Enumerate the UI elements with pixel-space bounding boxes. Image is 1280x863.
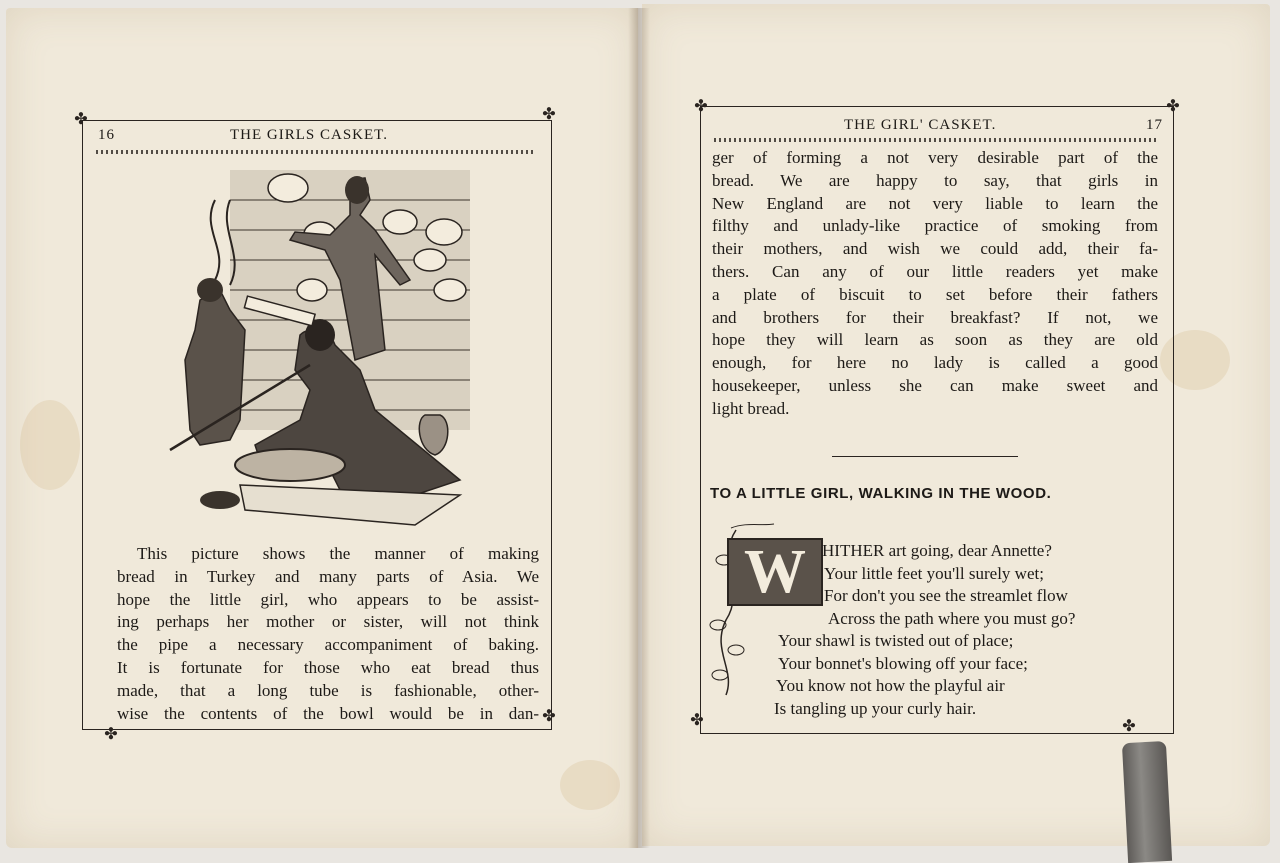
text-line: New England are not very liable to learn the	[712, 193, 1158, 213]
page-number: 17	[1146, 117, 1163, 133]
text-line: ger of forming a not very desirable part of the	[712, 148, 1158, 167]
running-head: THE GIRLS CASKET.	[230, 127, 388, 143]
text-line: filthy and unlady-like practice of smoking from	[712, 216, 1158, 236]
text-line: bread in Turkey and many parts of Asia. We	[117, 566, 539, 586]
text-line: light bread.	[712, 398, 790, 418]
poem-line: For don't you see the streamlet flow	[824, 586, 1068, 605]
book-gutter	[628, 8, 650, 848]
text-line: housekeeper, unless she can make sweet and	[712, 375, 1158, 395]
text-line: a plate of biscuit to set before their fathers	[712, 284, 1158, 304]
poem-line: Your little feet you'll surely wet;	[824, 563, 1044, 583]
poem-line: Is tangling up your curly hair.	[774, 698, 977, 718]
page-stain	[20, 400, 80, 490]
text-line: their mothers, and wish we could add, their fa-	[712, 239, 1158, 259]
bread-making-engraving-icon	[160, 160, 490, 530]
pen-clip	[1122, 741, 1172, 863]
left-paragraph	[117, 543, 539, 725]
text-line: wise the contents of the bowl would be in dan-	[117, 703, 539, 723]
ornament-corner-icon: ✤	[104, 726, 118, 743]
ornament-corner-icon: ✤	[1122, 718, 1136, 735]
ornament-corner-icon: ✤	[542, 708, 556, 725]
drop-cap: W	[727, 538, 823, 606]
text-line: It is fortunate for those who eat bread thus	[117, 657, 539, 677]
poem-line: HITHER art going, dear Annette?	[822, 541, 1052, 560]
poem-line: Your shawl is twisted out of place;	[778, 631, 1014, 650]
text-line: enough, for here no lady is called a good	[712, 353, 1158, 373]
text-line: thers. Can any of our little readers yet make	[712, 261, 1158, 281]
text-line: ing perhaps her mother or sister, will not think	[117, 612, 539, 632]
ornament-corner-icon: ✤	[690, 712, 704, 729]
right-paragraph	[712, 147, 1158, 421]
ornament-corner-icon: ✤	[1166, 98, 1180, 115]
poem-line: Your bonnet's blowing off your face;	[778, 653, 1028, 673]
page-stain	[560, 760, 620, 810]
running-head: THE GIRL' CASKET.	[844, 117, 997, 133]
ornament-corner-icon: ✤	[74, 111, 88, 128]
poem-line: You know not how the playful air	[776, 676, 1005, 695]
ornament-corner-icon: ✤	[542, 106, 556, 123]
text-line: the pipe a necessary accompaniment of baking.	[117, 635, 539, 655]
text-line: hope the little girl, who appears to be assist-	[117, 589, 539, 609]
poem	[774, 540, 1075, 720]
ornament-corner-icon: ✤	[694, 98, 708, 115]
poem-line: Across the path where you must go?	[828, 608, 1076, 628]
section-divider	[832, 456, 1018, 457]
text-line: hope they will learn as soon as they are old	[712, 330, 1158, 350]
header-rule	[96, 150, 536, 154]
text-line: and brothers for their breakfast? If not, we	[712, 307, 1158, 327]
text-line: bread. We are happy to say, that girls in	[712, 170, 1158, 190]
text-line: This picture shows the manner of making	[137, 544, 539, 563]
text-line: made, that a long tube is fashionable, other-	[117, 680, 539, 700]
page-number: 16	[98, 127, 115, 143]
poem-title: TO A LITTLE GIRL, WALKING IN THE WOOD.	[710, 485, 1052, 502]
header-rule	[714, 138, 1158, 142]
